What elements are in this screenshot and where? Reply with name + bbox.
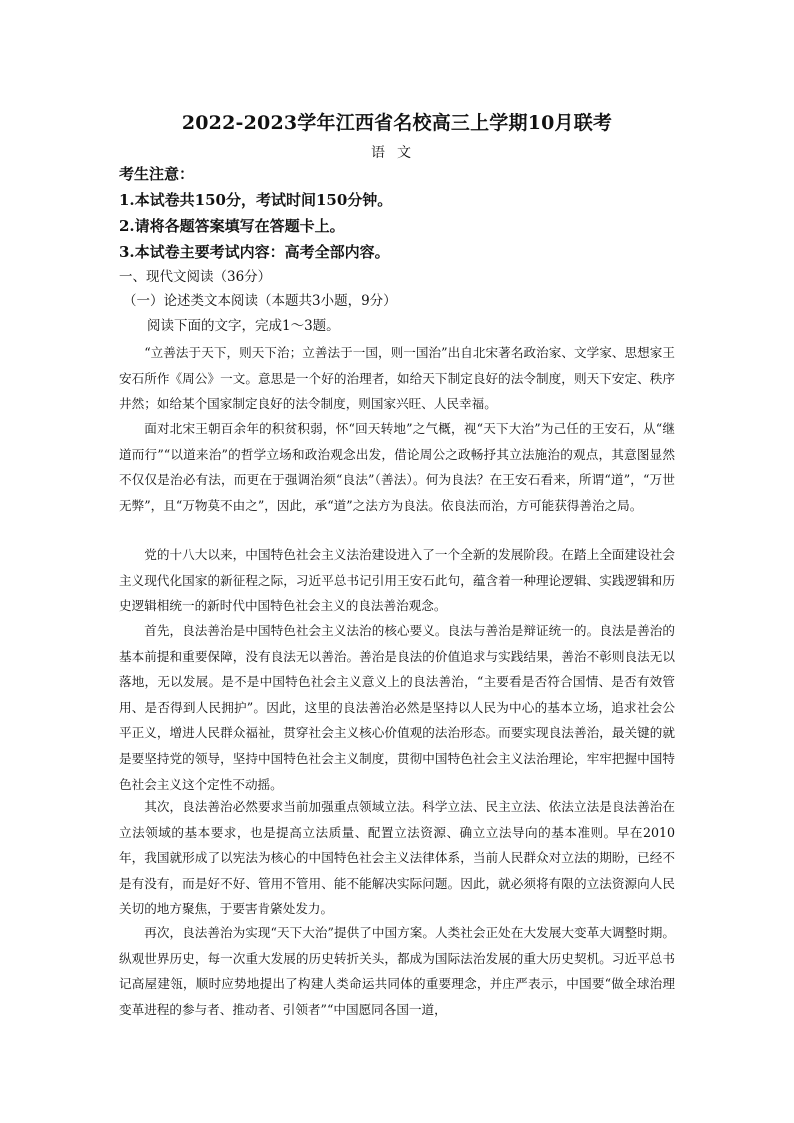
reading-instruction: 阅读下面的文字，完成1～3题。 [147,318,340,334]
paragraph-5: 其次，良法善治必然要求当前加强重点领域立法。科学立法、民主立法、依法立法是良法善治在立法领域的基本要求，也是提高立法质量、配置立法资源、确立立法导向的基本准则。早在2010年，我国就形成了以宪法为核心的中国特色社会主义法律体系，当前人民群众对立法的期盼，已经不是有没有，而是好不好、管用不管用、能不能解决实际问题。因此，就必须将有限的立法资源向人民关切的地方聚焦，于要害肯綮处发力。 [119,799,675,917]
page-title: 2022-2023学年江西省名校高三上学期10月联考 [181,112,613,134]
paragraph-1: “立善法于天下，则天下治；立善法于一国，则一国治”出自北宋著名政治家、文学家、思想家王安石所作《周公》一文。意思是一个好的治理者，如给天下制定良好的法令制度，则天下安定、秩序井然；如给某个国家制定良好的法令制度，则国家兴旺、人民幸福。 [119,345,675,412]
notice-item-1: 1.本试卷共150分，考试时间150分钟。 [119,191,393,209]
paragraph-6: 再次，良法善治为实现“天下大治”提供了中国方案。人类社会正处在大发展大变革大调整时期。纵观世界历史，每一次重大发展的历史转折关头，都成为国际法治发展的重大历史契机。习近平总书记高屋建瓴，顺时应势地提出了构建人类命运共同体的重要理念，并庄严表示，中国要“做全球治理变革进程的参与者、推动者、引领者”“中国愿同各国一道， [119,925,675,1017]
notice-item-2: 2.请将各题答案填写在答题卡上。 [119,217,345,235]
subject-label: 语文 [371,145,423,161]
notice-item-3: 3.本试卷主要考试内容：高考全部内容。 [119,243,390,261]
section-part-heading: 一、现代文阅读（36分） [119,269,272,285]
notice-heading: 考生注意： [119,165,195,183]
paragraph-4: 首先，良法善治是中国特色社会主义法治的核心要义。良法与善治是辩证统一的。良法是善治的基本前提和重要保障，没有良法无以善治。善治是良法的价值追求与实践结果，善治不彰则良法无以落地，无以发展。是不是中国特色社会主义意义上的良法善治，“主要看是否符合国情、是否有效管用、是否得到人民拥护”。因此，这里的良法善治必然是坚持以人民为中心的基本立场，追求社会公平正义，增进人民群众福祉，贯穿社会主义核心价值观的法治形态。而要实现良法善治，最关键的就是要坚持党的领导，坚持中国特色社会主义制度，贯彻中国特色社会主义法治理论，牢牢把握中国特色社会主义这个定性不动摇。 [119,623,675,792]
paragraph-2: 面对北宋王朝百余年的积贫积弱，怀“回天转地”之气概，视“天下大治”为己任的王安石，从“继道而行”“以道来治”的哲学立场和政治观念出发，借论周公之政畅抒其立法施治的观点，其意图显然不仅仅是治必有法，而更在于强调治须“良法”（善法）。何为良法？在王安石看来，所谓“道”，“万世无弊”，且“万物莫不由之”，因此，承“道”之法方为良法。依良法而治，方可能获得善治之局。 [119,421,675,513]
section-sub-heading: （一）论述类文本阅读（本题共3小题，9分） [123,293,397,309]
paragraph-3: 党的十八大以来，中国特色社会主义法治建设进入了一个全新的发展阶段。在踏上全面建设社会主义现代化国家的新征程之际，习近平总书记引用王安石此句，蕴含着一种理论逻辑、实践逻辑和历史逻辑相统一的新时代中国特色社会主义的良法善治观念。 [119,547,675,614]
